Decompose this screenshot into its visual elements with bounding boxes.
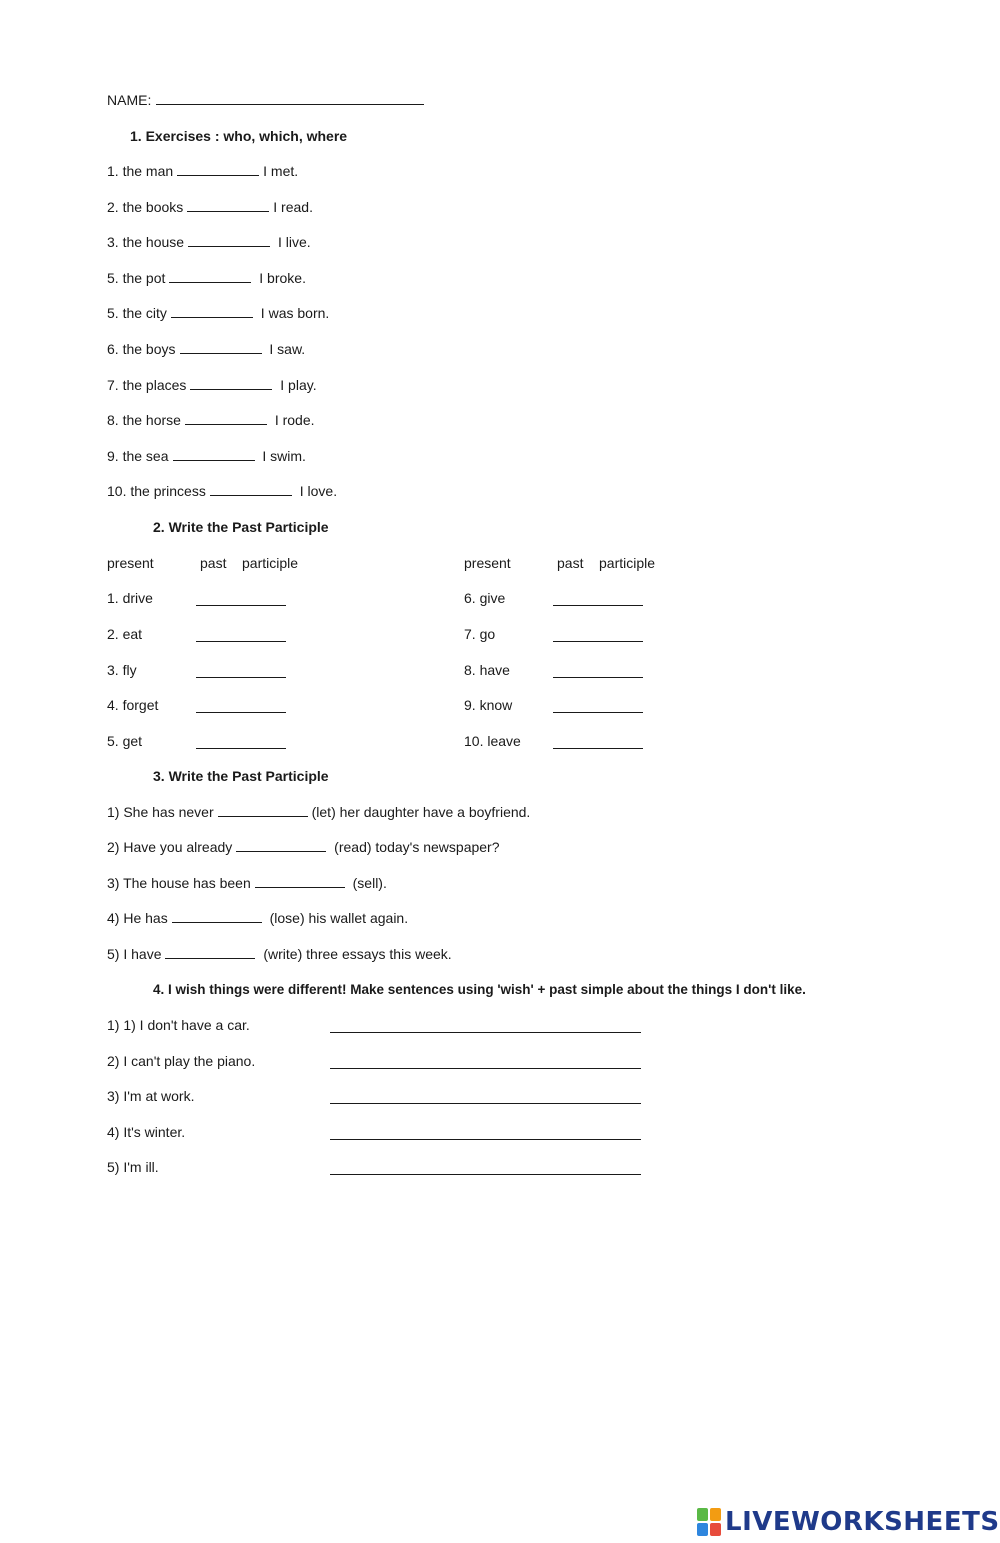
participle-blank[interactable]	[196, 627, 286, 642]
header-participle-left: participle	[242, 555, 299, 571]
answer-blank[interactable]	[210, 483, 292, 496]
logo-blocks-icon	[697, 1508, 721, 1536]
logo-block	[710, 1523, 721, 1536]
verb-item: 6. give	[464, 590, 506, 606]
answer-blank[interactable]	[165, 946, 255, 959]
name-blank[interactable]	[156, 92, 424, 105]
s1-item: 6. the boys I saw.	[107, 341, 306, 357]
s3-item: 3) The house has been (sell).	[107, 875, 387, 891]
header-present-right: present	[464, 555, 511, 571]
verb-item: 2. eat	[107, 626, 143, 642]
section3-title: 3. Write the Past Participle	[153, 768, 329, 784]
participle-blank[interactable]	[553, 627, 643, 642]
wish-answer-blank[interactable]	[330, 1125, 641, 1140]
s1-item: 5. the pot I broke.	[107, 270, 306, 286]
s1-item: 7. the places I play.	[107, 377, 317, 393]
wish-answer-blank[interactable]	[330, 1054, 641, 1069]
answer-blank[interactable]	[255, 875, 345, 888]
wish-answer-blank[interactable]	[330, 1089, 641, 1104]
logo-text: LIVEWORKSHEETS	[725, 1507, 1000, 1537]
wish-answer-blank[interactable]	[330, 1018, 641, 1033]
verb-item: 9. know	[464, 697, 513, 713]
participle-blank[interactable]	[553, 663, 643, 678]
wish-item: 5) I'm ill.	[107, 1159, 159, 1175]
s3-item: 1) She has never (let) her daughter have a boyfriend.	[107, 804, 531, 820]
s3-item: 4) He has (lose) his wallet again.	[107, 910, 409, 926]
participle-blank[interactable]	[196, 698, 286, 713]
s1-item: 5. the city I was born.	[107, 305, 330, 321]
header-participle-right: participle	[599, 555, 656, 571]
s3-item: 2) Have you already (read) today's newspaper?	[107, 839, 500, 855]
answer-blank[interactable]	[171, 305, 253, 318]
answer-blank[interactable]	[172, 910, 262, 923]
answer-blank[interactable]	[185, 412, 267, 425]
answer-blank[interactable]	[236, 839, 326, 852]
answer-blank[interactable]	[187, 199, 269, 212]
wish-item: 3) I'm at work.	[107, 1088, 195, 1104]
participle-blank[interactable]	[196, 663, 286, 678]
logo-block	[697, 1523, 708, 1536]
participle-blank[interactable]	[553, 698, 643, 713]
participle-blank[interactable]	[196, 734, 286, 749]
wish-item: 2) I can't play the piano.	[107, 1053, 256, 1069]
s1-item: 1. the man I met.	[107, 163, 299, 179]
header-past-left: past	[200, 555, 227, 571]
s1-item: 8. the horse I rode.	[107, 412, 315, 428]
s1-item: 10. the princess I love.	[107, 483, 338, 499]
name-label: NAME:	[107, 92, 152, 108]
answer-blank[interactable]	[218, 804, 308, 817]
verb-item: 3. fly	[107, 662, 137, 678]
logo-block	[710, 1508, 721, 1521]
verb-item: 10. leave	[464, 733, 521, 749]
verb-item: 8. have	[464, 662, 510, 678]
section4-title: 4. I wish things were different! Make sentences using 'wish' + past simple about the things I don't like.	[153, 982, 806, 997]
verb-item: 5. get	[107, 733, 143, 749]
header-past-right: past	[557, 555, 584, 571]
s1-item: 3. the house I live.	[107, 234, 311, 250]
answer-blank[interactable]	[173, 448, 255, 461]
logo-block	[697, 1508, 708, 1521]
answer-blank[interactable]	[190, 377, 272, 390]
wish-item: 4) It's winter.	[107, 1124, 186, 1140]
answer-blank[interactable]	[169, 270, 251, 283]
verb-item: 1. drive	[107, 590, 153, 606]
answer-blank[interactable]	[188, 234, 270, 247]
verb-item: 7. go	[464, 626, 496, 642]
answer-blank[interactable]	[180, 341, 262, 354]
wish-item: 1) 1) I don't have a car.	[107, 1017, 250, 1033]
participle-blank[interactable]	[196, 591, 286, 606]
section2-title: 2. Write the Past Participle	[153, 519, 329, 535]
name-line	[107, 91, 424, 109]
wish-answer-blank[interactable]	[330, 1160, 641, 1175]
verb-item: 4. forget	[107, 697, 159, 713]
s1-item: 2. the books I read.	[107, 199, 313, 215]
s3-item: 5) I have (write) three essays this week.	[107, 946, 452, 962]
answer-blank[interactable]	[177, 163, 259, 176]
section1-title: 1. Exercises : who, which, where	[130, 128, 348, 144]
participle-blank[interactable]	[553, 591, 643, 606]
header-present-left: present	[107, 555, 154, 571]
liveworksheets-logo	[697, 1507, 1000, 1537]
s1-item: 9. the sea I swim.	[107, 448, 306, 464]
participle-blank[interactable]	[553, 734, 643, 749]
